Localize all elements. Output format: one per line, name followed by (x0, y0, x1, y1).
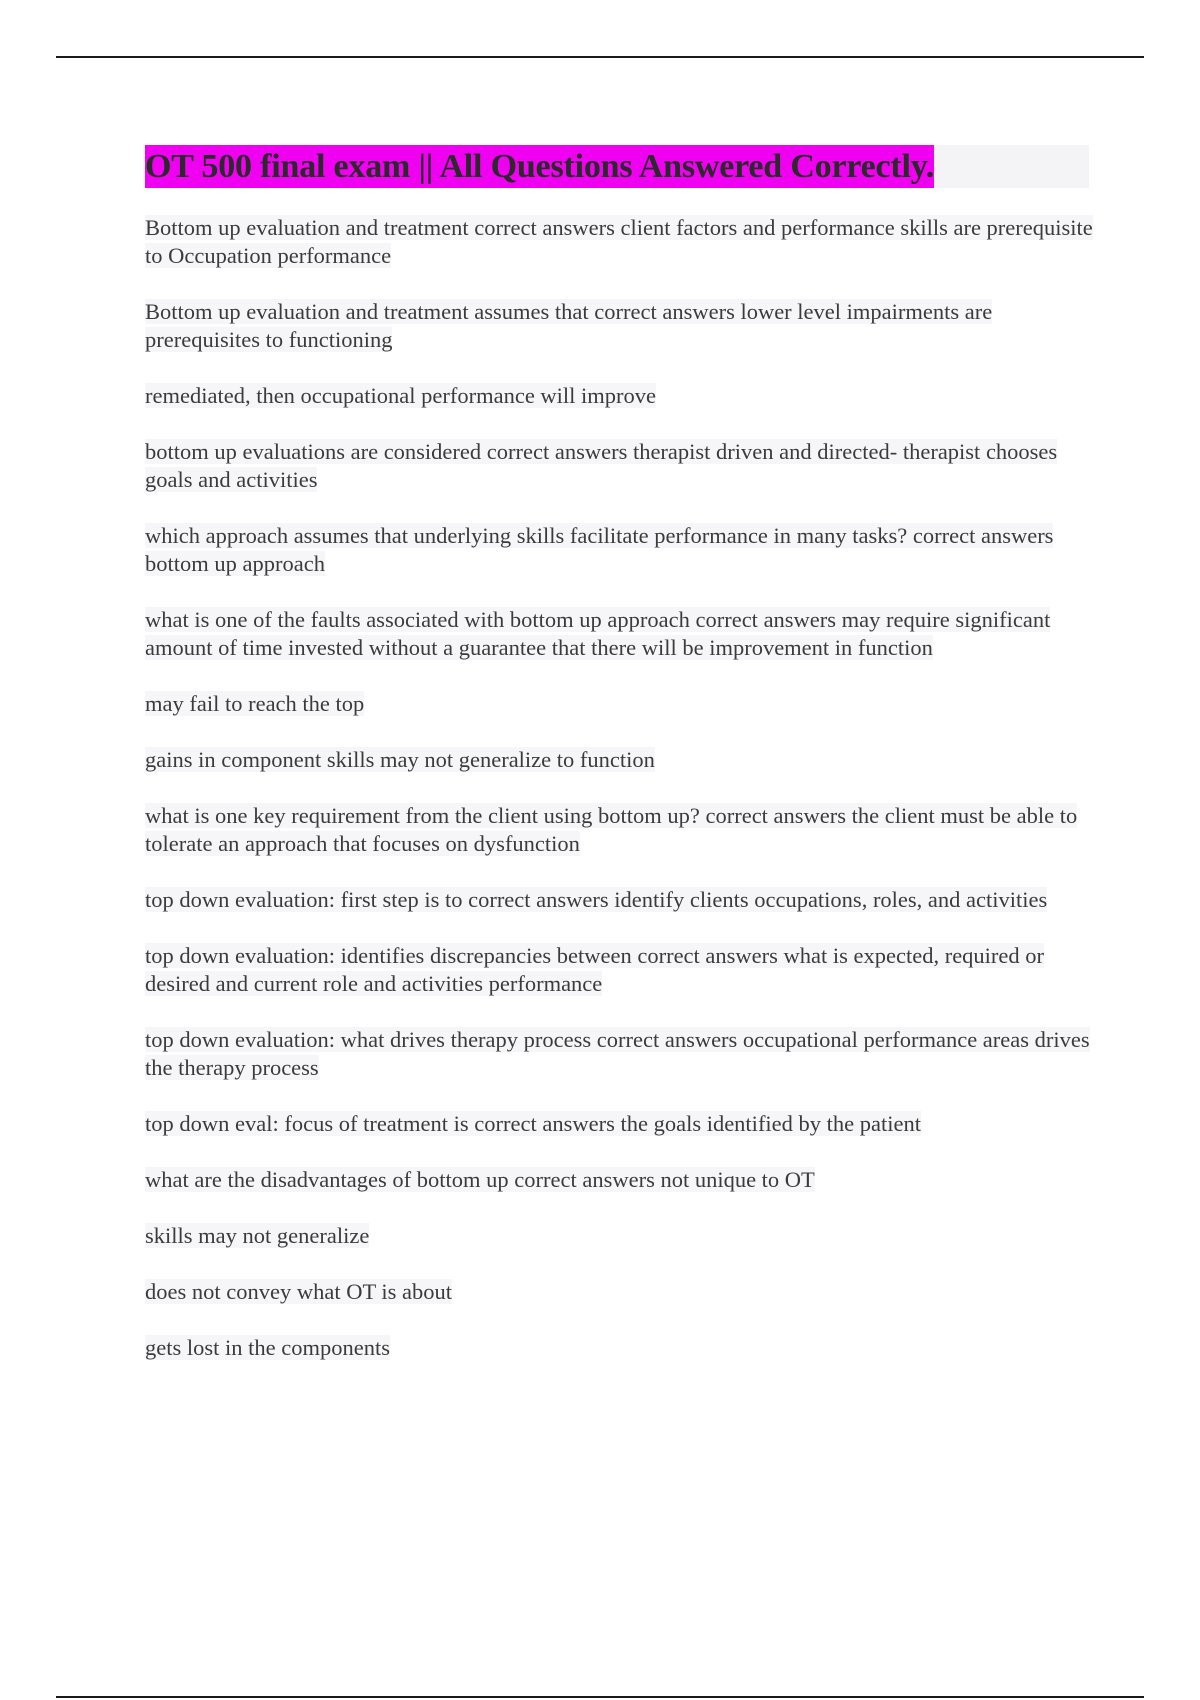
paragraph-text: remediated, then occupational performance will improve (145, 383, 657, 408)
paragraph (145, 1334, 1095, 1362)
paragraph-text: gets lost in the components (145, 1335, 390, 1360)
page-bottom-rule (56, 1696, 1144, 1698)
paragraph (145, 298, 1095, 354)
paragraph-text: top down evaluation: first step is to correct answers identify clients occupations, roles, and activities (145, 887, 1048, 912)
paragraph-text: Bottom up evaluation and treatment correct answers client factors and performance skills are prerequisite to Occupation performance (145, 215, 1093, 268)
paragraph (145, 606, 1095, 662)
paragraph-text: does not convey what OT is about (145, 1279, 453, 1304)
paragraph (145, 1026, 1095, 1082)
document-body (145, 214, 1095, 1390)
paragraph (145, 886, 1095, 914)
paragraph (145, 690, 1095, 718)
paragraph (145, 438, 1095, 494)
paragraph-text: top down evaluation: what drives therapy process correct answers occupational performance areas drives the therapy process (145, 1027, 1090, 1080)
paragraph-text: skills may not generalize (145, 1223, 370, 1248)
paragraph (145, 1222, 1095, 1250)
paragraph (145, 746, 1095, 774)
paragraph-text: may fail to reach the top (145, 691, 365, 716)
paragraph (145, 802, 1095, 858)
paragraph (145, 1110, 1095, 1138)
paragraph-text: which approach assumes that underlying skills facilitate performance in many tasks? correct answers bottom up approach (145, 523, 1054, 576)
paragraph-text: Bottom up evaluation and treatment assumes that correct answers lower level impairments are prerequisites to functioning (145, 299, 993, 352)
paragraph-text: gains in component skills may not generalize to function (145, 747, 655, 772)
paragraph (145, 942, 1095, 998)
paragraph (145, 382, 1095, 410)
paragraph (145, 522, 1095, 578)
document-title: OT 500 final exam || All Questions Answered Correctly. (145, 145, 934, 188)
paragraph-text: top down eval: focus of treatment is correct answers the goals identified by the patient (145, 1111, 922, 1136)
paragraph-text: top down evaluation: identifies discrepancies between correct answers what is expected, required or desired and current role and activities performance (145, 943, 1045, 996)
paragraph (145, 1166, 1095, 1194)
paragraph-text: what are the disadvantages of bottom up correct answers not unique to OT (145, 1167, 815, 1192)
paragraph-text: what is one key requirement from the client using bottom up? correct answers the client must be able to tolerate an approach that focuses on dysfunction (145, 803, 1078, 856)
paragraph-text: what is one of the faults associated with bottom up approach correct answers may require significant amount of time invested without a guarantee that there will be improvement in function (145, 607, 1051, 660)
paragraph-text: bottom up evaluations are considered correct answers therapist driven and directed- therapist chooses goals and activities (145, 439, 1058, 492)
paragraph (145, 214, 1095, 270)
page-top-rule (56, 56, 1144, 58)
paragraph (145, 1278, 1095, 1306)
